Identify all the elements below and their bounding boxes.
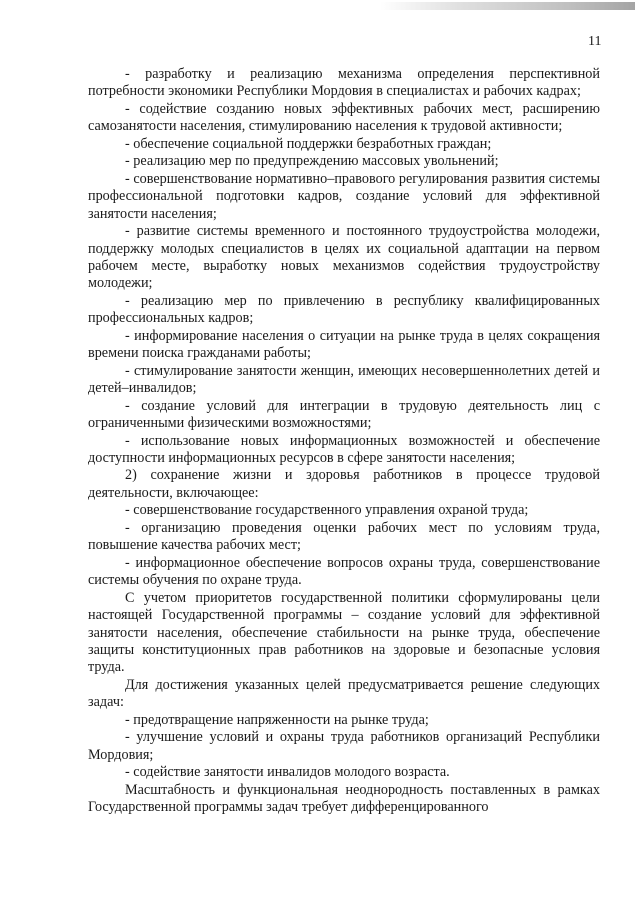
paragraph: - использование новых информационных возможностей и обеспечение доступности информационных ресурсов в сфере занятости населения; (88, 432, 600, 466)
page-number: 11 (588, 34, 602, 49)
paragraph: - содействие созданию новых эффективных рабочих мест, расширению самозанятости населения, стимулированию населения к трудовой активности; (88, 100, 600, 135)
paragraph: - совершенствование государственного управления охраной труда; (125, 502, 529, 519)
document-body (88, 66, 600, 816)
paragraph: С учетом приоритетов государственной политики сформулированы цели настоящей Государственной программы – создание условий для эффективной занятости населения, обеспечение стабильности на рынке труда, обеспечение защиты конституционных прав работников на здоровые и безопасные условия труда. (88, 589, 600, 676)
paragraph: - обеспечение социальной поддержки безработных граждан; (125, 135, 492, 152)
paragraph: - реализацию мер по предупреждению массовых увольнений; (125, 153, 499, 170)
paragraph: - информационное обеспечение вопросов охраны труда, совершенствование системы обучения по охране труда. (88, 554, 600, 589)
scan-edge-mark (380, 2, 635, 10)
paragraph: - предотвращение напряженности на рынке труда; (125, 711, 429, 728)
paragraph: Для достижения указанных целей предусматривается решение следующих задач: (88, 676, 600, 711)
paragraph: - организацию проведения оценки рабочих мест по условиям труда, повышение качества рабочих мест; (88, 519, 600, 554)
paragraph: 2) сохранение жизни и здоровья работников в процессе трудовой деятельности, включающее: (88, 467, 600, 501)
paragraph: - содействие занятости инвалидов молодого возраста. (125, 764, 450, 781)
paragraph: Масштабность и функциональная неоднородность поставленных в рамках Государственной программы задач требует дифференцированного (88, 781, 600, 816)
paragraph: - разработку и реализацию механизма определения перспективной потребности экономики Республики Мордовия в специалистах и рабочих кадрах; (88, 66, 600, 100)
paragraph: - совершенствование нормативно–правового регулирования развития системы профессиональной подготовки кадров, создание условий для эффективной занятости населения; (88, 170, 600, 222)
paragraph: - реализацию мер по привлечению в республику квалифицированных профессиональных кадров; (88, 292, 600, 327)
paragraph: - создание условий для интеграции в трудовую деятельность лиц с ограниченными физическими возможностями; (88, 397, 600, 432)
paragraph: - стимулирование занятости женщин, имеющих несовершеннолетних детей и детей–инвалидов; (88, 362, 600, 397)
paragraph: - улучшение условий и охраны труда работников организаций Республики Мордовия; (88, 729, 600, 763)
paragraph: - развитие системы временного и постоянного трудоустройства молодежи, поддержку молодых специалистов в целях их социальной адаптации на первом рабочем месте, выработку новых механизмов содействия трудоустройству молодежи; (88, 223, 600, 292)
paragraph: - информирование населения о ситуации на рынке труда в целях сокращения времени поиска гражданами работы; (88, 327, 600, 362)
